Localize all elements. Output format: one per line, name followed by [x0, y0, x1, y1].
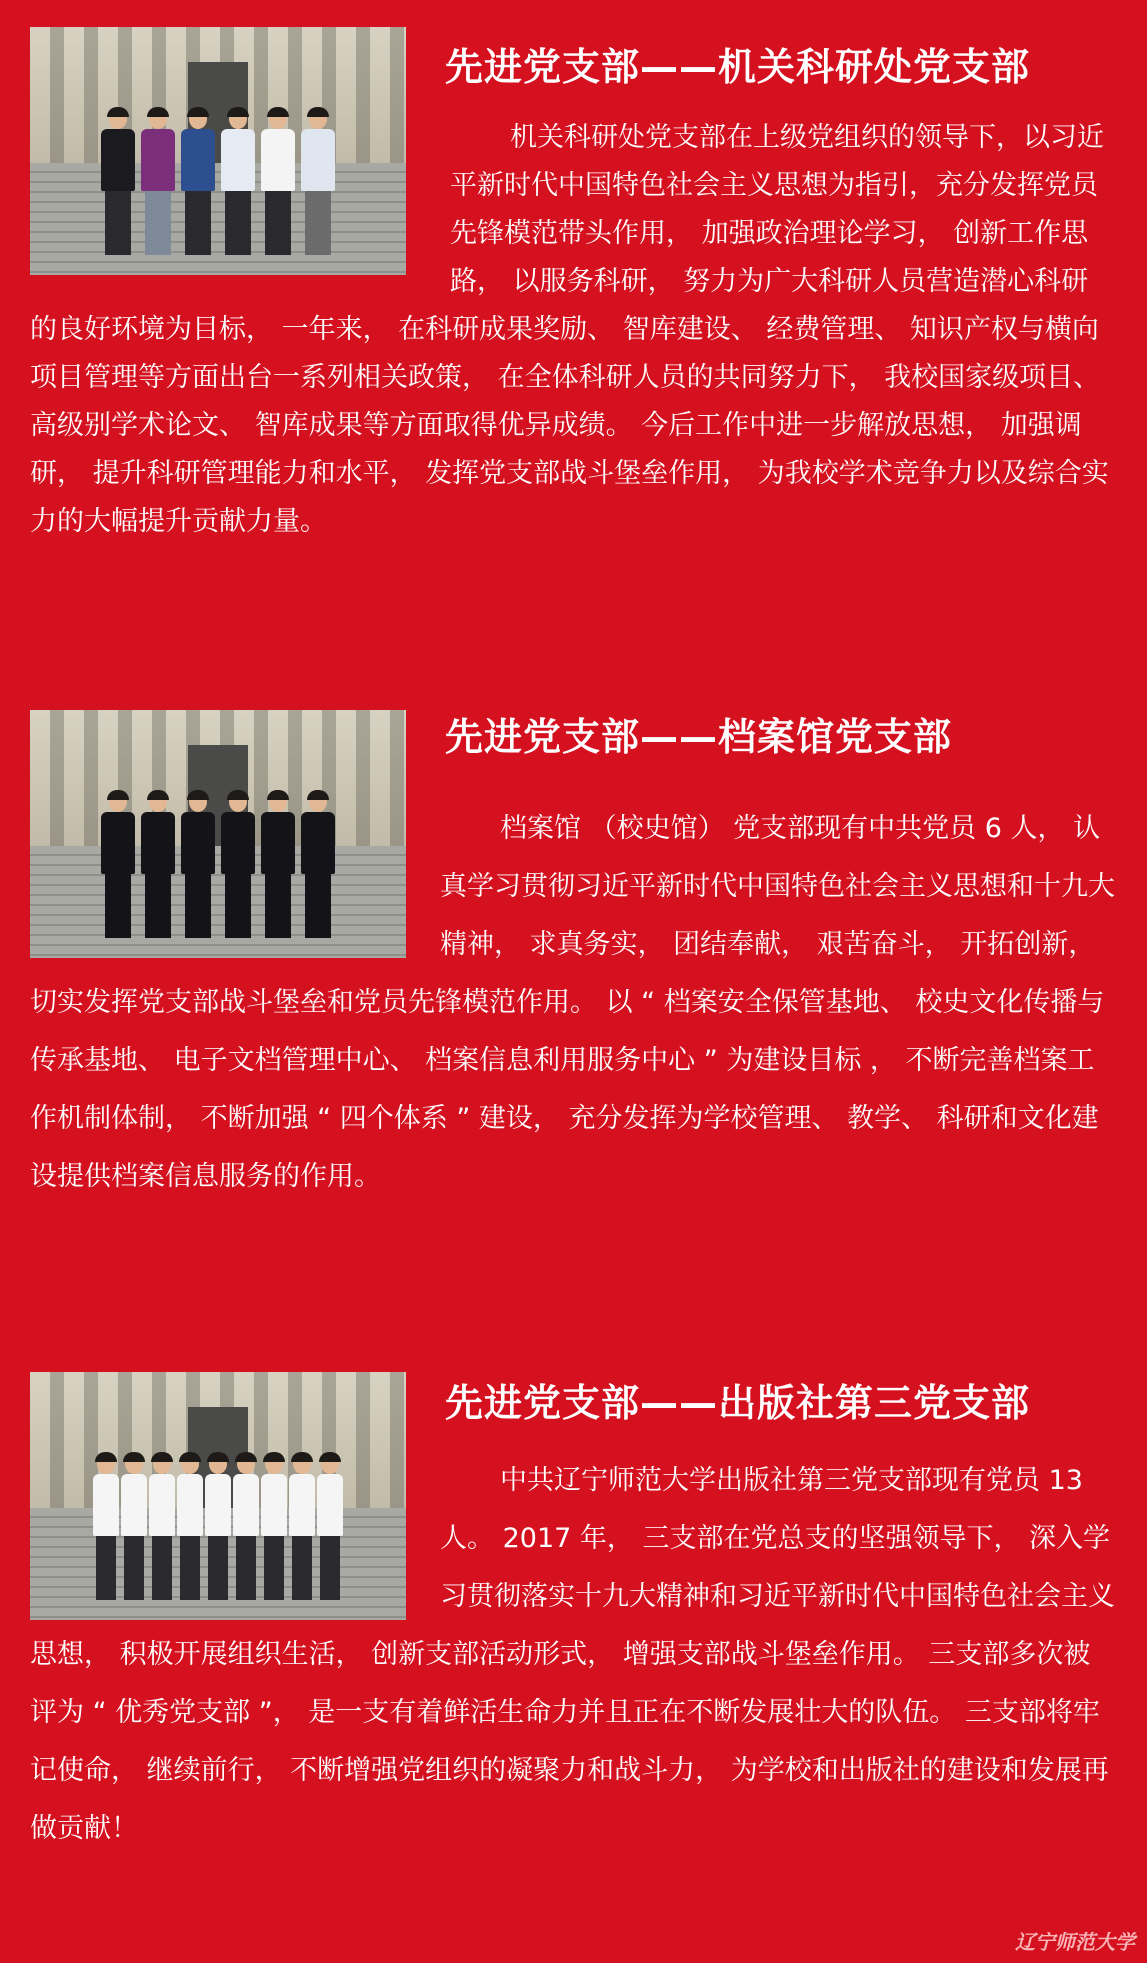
- section-title: 先进党支部——机关科研处党支部: [445, 45, 1031, 89]
- university-watermark: 辽宁师范大学: [1015, 1930, 1135, 1954]
- section-paragraph: 机关科研处党支部在上级党组织的领导下，以习近平新时代中国特色社会主义思想为指引，充分发挥党员先锋模范带头作用， 加强政治理论学习， 创新工作思路， 以服务科研， 努力为广大科研人员营造潜心科研的良好环境为目标， 一年来， 在科研成果奖励、 智库建设、 经费管理、 知识产权与横向项目管理等方面出台一系列相关政策， 在全体科研人员的共同努力下， 我校国家级项目、 高级别学术论文、 智库成果等方面取得优异成绩。 今后工作中进一步解放思想， 加强调研， 提升科研管理能力和水平， 发挥党支部战斗堡垒作用， 为我校学术竞争力以及综合实力的大幅提升贡献力量。: [30, 122, 1109, 537]
- section-paragraph: 档案馆 （校史馆） 党支部现有中共党员 6 人， 认真学习贯彻习近平新时代中国特色社会主义思想和十九大精神， 求真务实， 团结奉献， 艰苦奋斗， 开拓创新， 切实发挥党支部战斗堡垒和党员先锋模范作用。 以 “ 档案安全保管基地、 校史文化传播与传承基地、 电子文档管理中心、 档案信息利用服务中心 ” 为建设目标 ， 不断完善档案工作机制体制， 不断加强 “ 四个体系 ” 建设， 充分发挥为学校管理、 教学、 科研和文化建设提供档案信息服务的作用。: [30, 813, 1115, 1192]
- section-title: 先进党支部——出版社第三党支部: [445, 1381, 1031, 1425]
- section-paragraph: 中共辽宁师范大学出版社第三党支部现有党员 13 人。 2017 年， 三支部在党总支的坚强领导下， 深入学习贯彻落实十九大精神和习近平新时代中国特色社会主义思想， 积极开展组织生活， 创新支部活动形式， 增强支部战斗堡垒作用。 三支部多次被评为 “ 优秀党支部 ”， 是一支有着鲜活生命力并且正在不断发展壮大的队伍。 三支部将牢记使命， 继续前行， 不断增强党组织的凝聚力和战斗力， 为学校和出版社的建设和发展再做贡献！: [30, 1465, 1115, 1844]
- section-archives: [0, 700, 1147, 1300]
- section-title: 先进党支部——档案馆党支部: [445, 715, 953, 759]
- section-research-office: [0, 0, 1147, 640]
- section-press-third-branch: [0, 1368, 1147, 1963]
